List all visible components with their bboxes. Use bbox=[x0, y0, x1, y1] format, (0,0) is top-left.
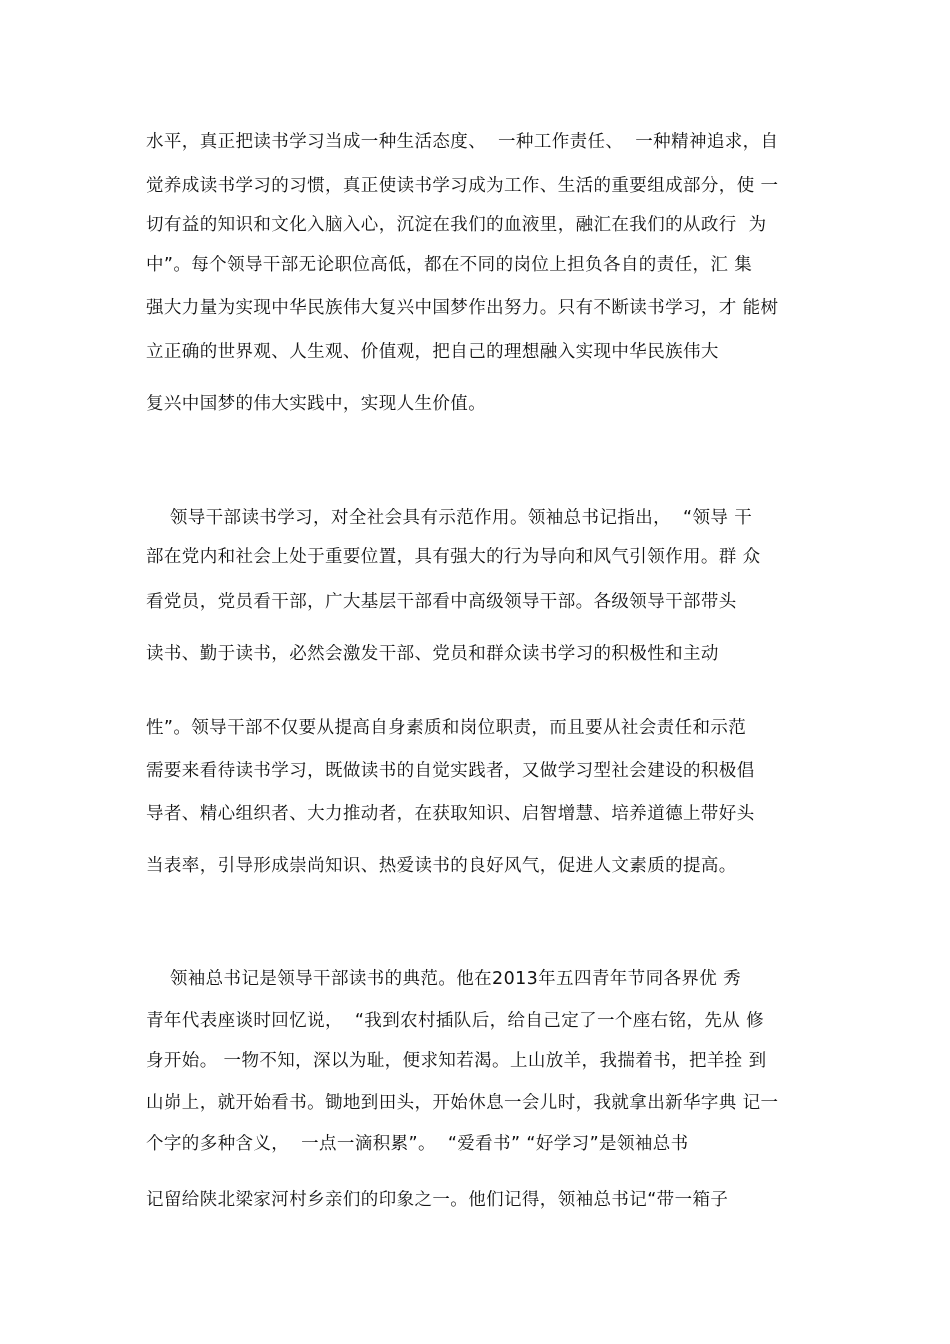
text-line: 读书、勤于读书，必然会激发干部、党员和群众读书学习的积极性和主动 bbox=[146, 644, 719, 664]
text-line: 强大力量为实现中华民族伟大复兴中国梦作出努力。只有不断读书学习，才 能树 bbox=[146, 298, 779, 318]
text-line: 领导干部读书学习，对全社会具有示范作用。领袖总书记指出， “领导 干 bbox=[146, 508, 753, 528]
text-line: 觉养成读书学习的习惯，真正使读书学习成为工作、生活的重要组成部分，使 一 bbox=[146, 176, 779, 196]
text-line: 个字的多种含义， 一点一滴积累”。 “爱看书” “好学习”是领袖总书 bbox=[146, 1134, 689, 1154]
text-line: 中”。每个领导干部无论职位高低，都在不同的岗位上担负各自的责任，汇 集 bbox=[146, 255, 753, 275]
text-line: 水平，真正把读书学习当成一种生活态度、 一种工作责任、 一种精神追求，自 bbox=[146, 132, 779, 152]
text-line: 立正确的世界观、人生观、价值观，把自己的理想融入实现中华民族伟大 bbox=[146, 342, 719, 362]
text-line: 部在党内和社会上处于重要位置，具有强大的行为导向和风气引领作用。群 众 bbox=[146, 547, 761, 567]
text-line: 导者、精心组织者、大力推动者，在获取知识、启智增慧、培养道德上带好头 bbox=[146, 804, 755, 824]
text-line: 当表率，引导形成崇尚知识、热爱读书的良好风气，促进人文素质的提高。 bbox=[146, 856, 737, 876]
text-line: 需要来看待读书学习，既做读书的自觉实践者，又做学习型社会建设的积极倡 bbox=[146, 761, 755, 781]
text-line: 身开始。 一物不知，深以为耻，便求知若渴。上山放羊，我揣着书，把羊拴 到 bbox=[146, 1051, 767, 1071]
text-line: 切有益的知识和文化入脑入心，沉淀在我们的血液里，融汇在我们的从政行 为 bbox=[146, 215, 767, 235]
text-line: 领袖总书记是领导干部读书的典范。他在2013年五四青年节同各界优 秀 bbox=[146, 969, 742, 989]
text-line: 山峁上，就开始看书。锄地到田头，开始休息一会儿时，我就拿出新华字典 记一 bbox=[146, 1093, 779, 1113]
text-line: 性”。领导干部不仅要从提高自身素质和岗位职责，而且要从社会责任和示范 bbox=[146, 718, 747, 738]
text-line: 记留给陕北梁家河村乡亲们的印象之一。他们记得，领袖总书记“带一箱子 bbox=[146, 1190, 729, 1210]
text-line: 看党员，党员看干部，广大基层干部看中高级领导干部。各级领导干部带头 bbox=[146, 592, 737, 612]
text-line: 青年代表座谈时回忆说， “我到农村插队后，给自己定了一个座右铭，先从 修 bbox=[146, 1011, 765, 1031]
text-line: 复兴中国梦的伟大实践中，实现人生价值。 bbox=[146, 394, 487, 414]
